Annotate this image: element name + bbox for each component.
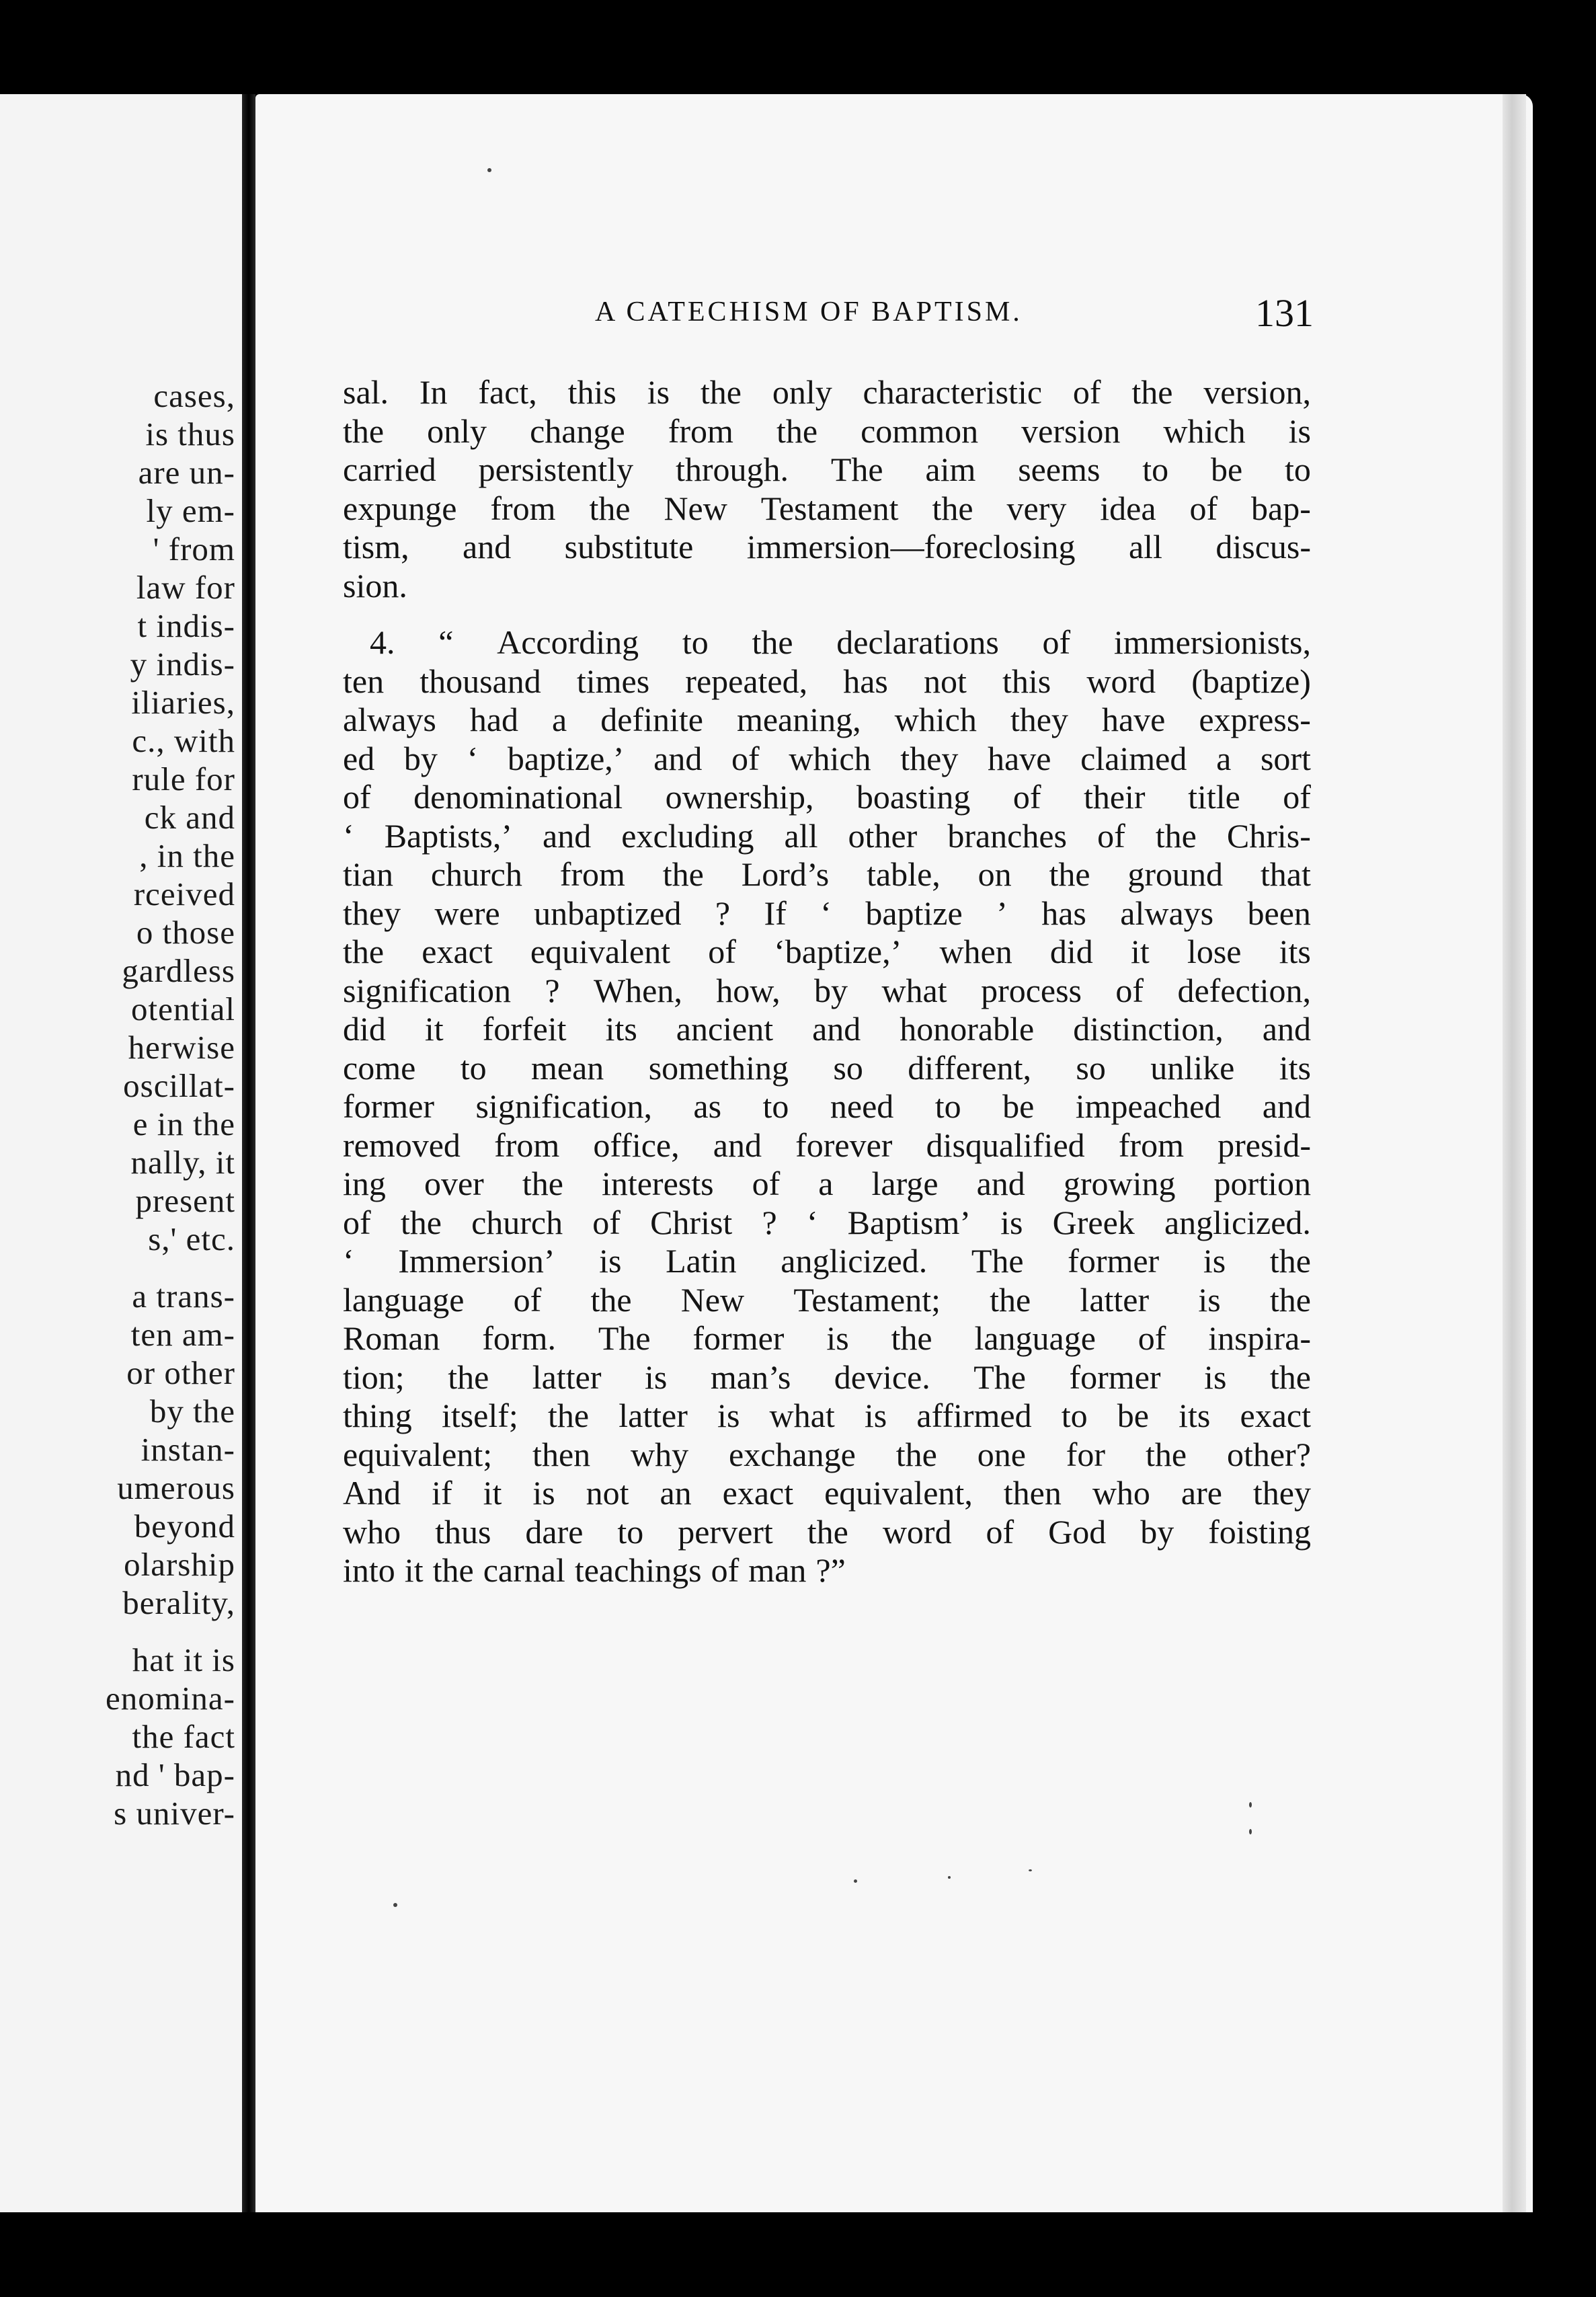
left-page-line: ten am- xyxy=(130,1316,235,1353)
text-line: 4. “ According to the declarations of immersionists, xyxy=(370,623,1311,661)
left-page-line: a trans- xyxy=(132,1278,235,1315)
text-line: of the church of Christ ? ‘ Baptism’ is Greek anglicized. xyxy=(343,1203,1311,1241)
running-head xyxy=(255,291,1546,350)
left-page-line: o those xyxy=(136,914,235,951)
text-line: carried persistently through. The aim seems to be to xyxy=(343,451,1311,488)
left-page-fragment xyxy=(0,94,242,2212)
text-line: sal. In fact, this is the only characteristic of the version, xyxy=(343,373,1311,411)
text-line: thing itself; the latter is what is affirmed to be its exact xyxy=(343,1397,1311,1434)
left-page-gap xyxy=(7,1622,235,1641)
left-page-line: rule for xyxy=(132,761,235,797)
text-line: signification ? When, how, by what process of defection, xyxy=(343,971,1311,1009)
left-page-line: c., with xyxy=(132,722,235,759)
paragraph xyxy=(343,373,1311,605)
book-gutter xyxy=(242,94,255,2212)
left-page-line: oscillat- xyxy=(123,1067,235,1104)
left-page-line: enomina- xyxy=(105,1680,235,1717)
left-page-line: ly em- xyxy=(146,492,235,529)
text-line: tian church from the Lord’s table, on the ground that xyxy=(343,855,1311,893)
text-line: ed by ‘ baptize,’ and of which they have claimed a sort xyxy=(343,739,1311,777)
text-line: always had a definite meaning, which they have express- xyxy=(343,701,1311,738)
text-line: who thus dare to pervert the word of God by foisting xyxy=(343,1512,1311,1551)
left-page-line: hat it is xyxy=(132,1641,235,1678)
text-line: Roman form. The former is the language of inspira- xyxy=(343,1319,1311,1357)
scan-speck xyxy=(393,1903,397,1907)
left-page-line: by the xyxy=(149,1393,235,1430)
left-page-line: nd ' bap- xyxy=(115,1756,235,1793)
scan-speck xyxy=(948,1876,951,1879)
scan-speck xyxy=(1029,1869,1032,1871)
left-page-line: y indis- xyxy=(130,646,235,683)
left-page-line: cases, xyxy=(153,377,235,414)
left-page-line: herwise xyxy=(128,1029,235,1066)
left-page-line: are un- xyxy=(138,454,235,491)
left-page-line: umerous xyxy=(117,1469,235,1506)
text-line: ‘ Baptists,’ and excluding all other branches of the Chris- xyxy=(343,816,1311,855)
text-line: expunge from the New Testament the very idea of bap- xyxy=(343,489,1311,527)
text-line: And if it is not an exact equivalent, then who are they xyxy=(343,1474,1311,1512)
left-page-line: is thus xyxy=(145,416,235,453)
text-line: tism, and substitute immersion—foreclosing all discus- xyxy=(343,528,1311,566)
text-line: removed from office, and forever disqualified from presid- xyxy=(343,1126,1311,1164)
left-page-line: s,' etc. xyxy=(148,1220,235,1257)
scan-speck xyxy=(1249,1802,1252,1807)
text-line: language of the New Testament; the latter is the xyxy=(343,1280,1311,1319)
scan-speck xyxy=(1249,1829,1252,1834)
right-page xyxy=(255,94,1533,2212)
left-page-line: or other xyxy=(126,1354,235,1391)
text-line: they were unbaptized ? If ‘ baptize ’ has always been xyxy=(343,894,1311,932)
left-page-line: iliaries, xyxy=(131,684,235,721)
scan-speck xyxy=(487,168,491,172)
left-page-line: rceived xyxy=(133,875,235,912)
text-line: the only change from the common version which is xyxy=(343,412,1311,450)
text-line: the exact equivalent of ‘baptize,’ when did it lose its xyxy=(343,933,1311,970)
text-line: ten thousand times repeated, has not this word (baptize) xyxy=(343,662,1311,700)
left-page-line: gardless xyxy=(122,952,235,989)
text-line: tion; the latter is man’s device. The former is the xyxy=(343,1358,1311,1396)
text-line: equivalent; then why exchange the one for the other? xyxy=(343,1435,1311,1473)
text-line: did it forfeit its ancient and honorable distinction, and xyxy=(343,1010,1311,1048)
text-line: ing over the interests of a large and growing portion xyxy=(343,1165,1311,1202)
left-page-gap xyxy=(7,1258,235,1277)
text-line: come to mean something so different, so unlike its xyxy=(343,1048,1311,1087)
text-line: of denominational ownership, boasting of their title of xyxy=(343,778,1311,816)
left-page-line: ' from xyxy=(153,531,235,568)
left-page-line: ck and xyxy=(144,799,235,836)
text-line: ‘ Immersion’ is Latin anglicized. The former is the xyxy=(343,1242,1311,1280)
left-page-line: the fact xyxy=(132,1718,235,1755)
left-page-line: otential xyxy=(131,990,235,1027)
text-line: into it the carnal teachings of man ?” xyxy=(343,1551,846,1589)
left-page-line: , in the xyxy=(139,837,235,874)
paragraph xyxy=(343,623,1311,1590)
text-line: former signification, as to need to be impeached and xyxy=(343,1087,1311,1125)
left-page-line: nally, it xyxy=(130,1144,235,1181)
running-title: A CATECHISM OF BAPTISM. xyxy=(595,297,1023,327)
body-text xyxy=(343,373,1311,1590)
left-page-line: s univer- xyxy=(114,1795,235,1832)
page-edge xyxy=(1503,94,1526,2212)
left-page-text-column xyxy=(7,377,235,1832)
left-page-line: beyond xyxy=(134,1508,235,1545)
left-page-line: present xyxy=(135,1182,235,1219)
left-page-line: e in the xyxy=(132,1105,235,1142)
left-page-line: law for xyxy=(136,569,235,606)
left-page-line: berality, xyxy=(122,1584,235,1621)
left-page-line: olarship xyxy=(124,1546,235,1583)
left-page-line: t indis- xyxy=(137,607,235,644)
left-page-line: instan- xyxy=(141,1431,235,1468)
text-line: sion. xyxy=(343,566,407,605)
scan-speck xyxy=(854,1879,857,1883)
page-number: 131 xyxy=(1255,291,1314,335)
